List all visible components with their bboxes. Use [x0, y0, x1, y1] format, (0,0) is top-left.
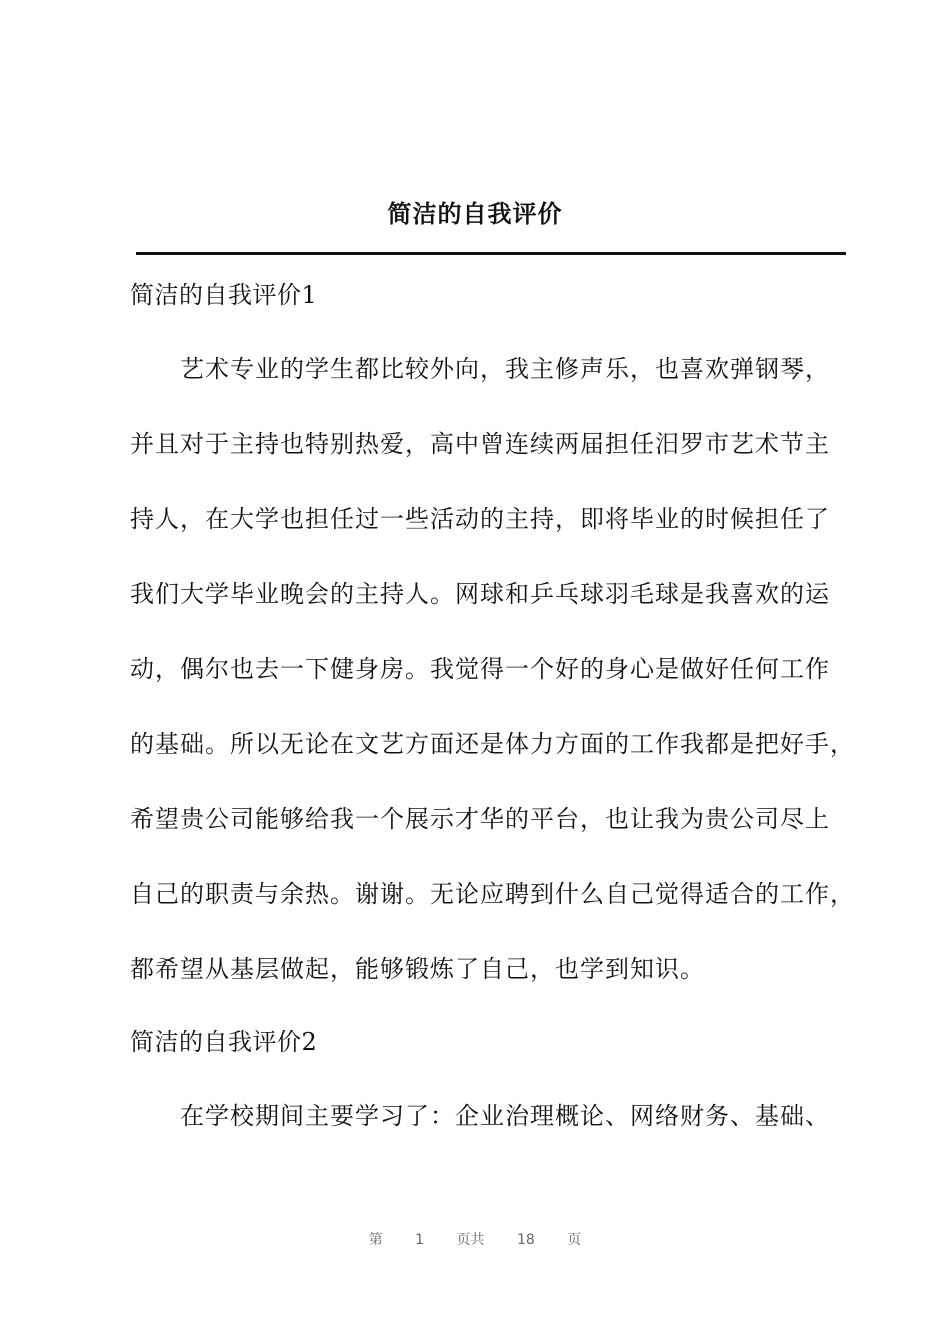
paragraph-line: 的基础。所以无论在文艺方面还是体力方面的工作我都是把好手，	[130, 730, 855, 758]
paragraph-line: 希望贵公司能够给我一个展示才华的平台，也让我为贵公司尽上	[130, 805, 830, 833]
paragraph-line: 艺术专业的学生都比较外向，我主修声乐，也喜欢弹钢琴，	[180, 355, 830, 383]
paragraph-line: 持人，在大学也担任过一些活动的主持，即将毕业的时候担任了	[130, 505, 830, 533]
footer-page-label: 第	[368, 1232, 383, 1248]
section-heading-2: 简洁的自我评价2	[130, 1028, 318, 1056]
document-title: 简洁的自我评价	[387, 199, 563, 228]
paragraph-line: 都希望从基层做起，能够锻炼了自己，也学到知识。	[130, 955, 705, 983]
page-footer	[0, 1229, 950, 1249]
footer-of-label: 页共	[456, 1232, 485, 1248]
footer-pages-suffix: 页	[567, 1232, 582, 1248]
section-heading-1: 简洁的自我评价1	[130, 281, 318, 309]
paragraph-line: 动，偶尔也去一下健身房。我觉得一个好的身心是做好任何工作	[130, 655, 830, 683]
footer-page-number: 1	[415, 1232, 425, 1248]
paragraph-line: 自己的职责与余热。谢谢。无论应聘到什么自己觉得适合的工作，	[130, 880, 855, 908]
paragraph-line: 我们大学毕业晚会的主持人。网球和乒乓球羽毛球是我喜欢的运	[130, 580, 830, 608]
title-divider	[136, 252, 846, 255]
footer-total-pages: 18	[517, 1232, 535, 1248]
paragraph-line: 在学校期间主要学习了：企业治理概论、网络财务、基础、	[180, 1102, 830, 1130]
paragraph-line: 并且对于主持也特别热爱，高中曾连续两届担任汨罗市艺术节主	[130, 430, 830, 458]
